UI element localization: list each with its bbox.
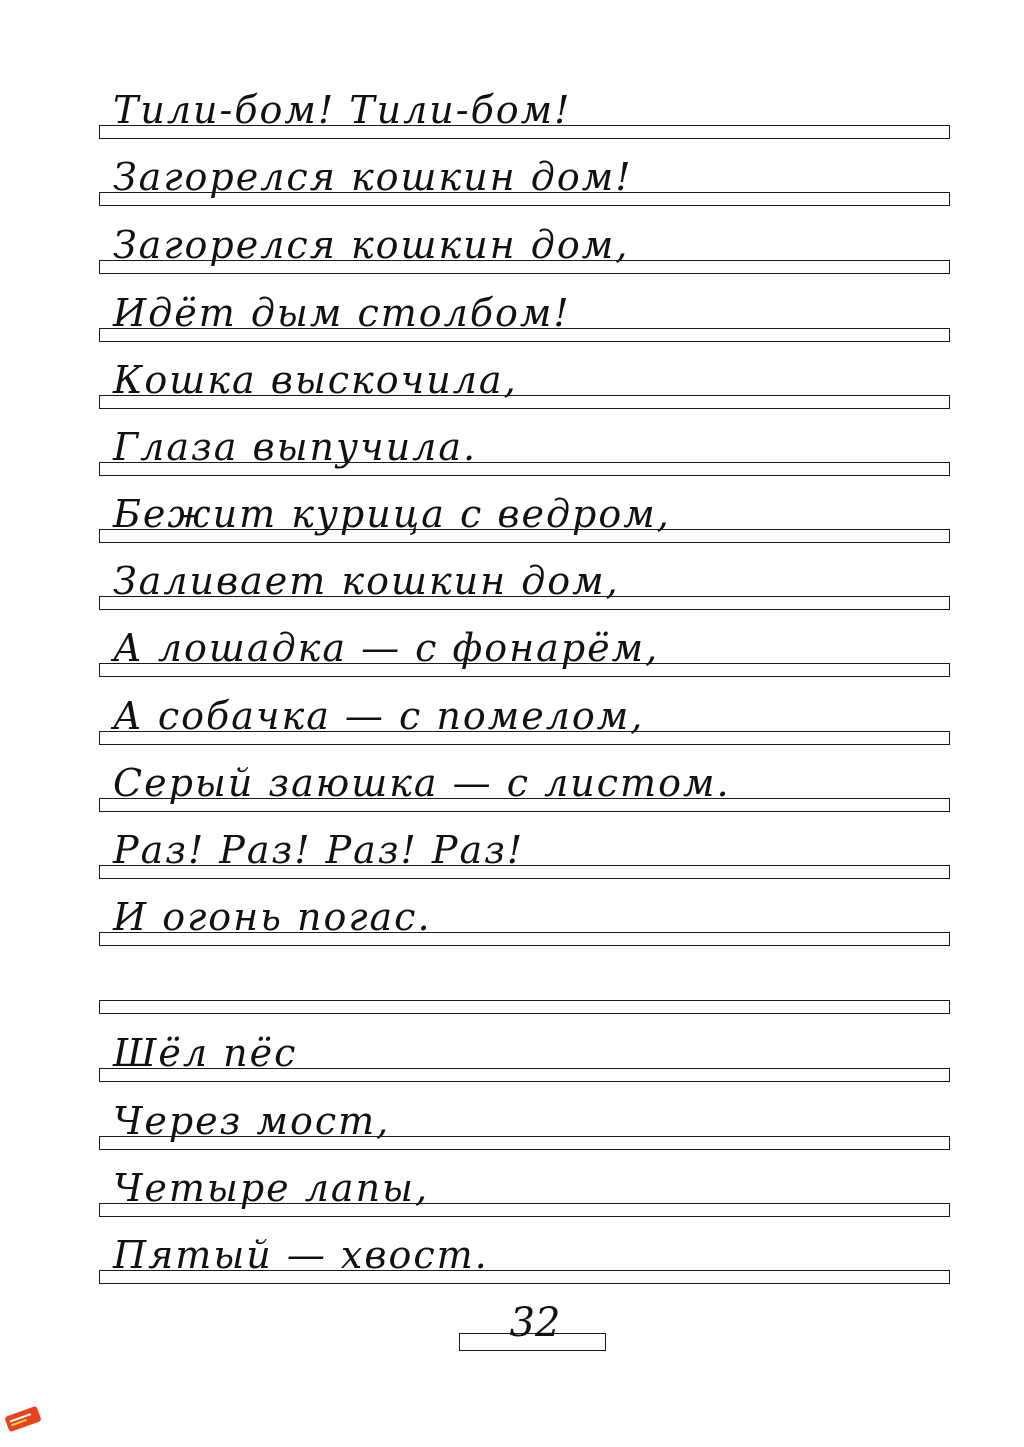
ruled-guide [99, 192, 950, 206]
ruled-guide [99, 663, 950, 677]
handwritten-line: Загорелся кошкин дом, [113, 223, 630, 267]
ruled-guide [99, 596, 950, 610]
handwritten-line: Через мост, [113, 1099, 391, 1143]
publisher-logo-icon [2, 1403, 43, 1436]
ruled-guide [99, 1068, 950, 1082]
handwritten-line: Тили-бом! Тили-бом! [113, 88, 572, 132]
page-number: 32 [509, 1300, 561, 1346]
handwritten-line: Пятый — хвост. [113, 1233, 489, 1277]
handwritten-line: И огонь погас. [113, 895, 432, 939]
handwritten-line: Бежит курица с ведром, [113, 492, 671, 536]
ruled-guide [99, 932, 950, 946]
ruled-guide [99, 1136, 950, 1150]
writing-line [99, 1086, 950, 1150]
writing-line [99, 278, 950, 342]
ruled-guide [99, 1270, 950, 1284]
writing-line [99, 75, 950, 139]
writing-line [99, 1153, 950, 1217]
writing-line [99, 546, 950, 610]
handwritten-line: Идёт дым столбом! [113, 291, 571, 335]
writing-line [99, 681, 950, 745]
blank-writing-line [99, 950, 950, 1014]
handwritten-line: Заливает кошкин дом, [113, 559, 620, 603]
ruled-guide [99, 125, 950, 139]
writing-line [99, 142, 950, 206]
handwritten-line: Кошка выскочила, [113, 358, 518, 402]
ruled-guide [99, 395, 950, 409]
writing-line [99, 1220, 950, 1284]
ruled-guide [99, 328, 950, 342]
writing-line [99, 815, 950, 879]
ruled-guide [99, 865, 950, 879]
ruled-guide [99, 731, 950, 745]
ruled-guide [99, 529, 950, 543]
ruled-guide [99, 1000, 950, 1014]
ruled-guide [99, 798, 950, 812]
writing-line [99, 479, 950, 543]
handwritten-line: Раз! Раз! Раз! Раз! [113, 828, 525, 872]
handwritten-line: Шёл пёс [113, 1031, 298, 1075]
handwritten-line: Загорелся кошкин дом! [113, 155, 633, 199]
handwritten-line: Глаза выпучила. [113, 425, 478, 469]
handwritten-line: Серый заюшка — с листом. [113, 761, 731, 805]
writing-line [99, 882, 950, 946]
writing-line [99, 412, 950, 476]
handwritten-line: А собачка — с помелом, [113, 694, 645, 738]
handwritten-line: А лошадка — с фонарём, [113, 626, 660, 670]
writing-line [99, 748, 950, 812]
ruled-guide [99, 462, 950, 476]
writing-line [99, 345, 950, 409]
ruled-guide [99, 260, 950, 274]
ruled-guide [99, 1203, 950, 1217]
writing-line [99, 613, 950, 677]
handwritten-line: Четыре лапы, [113, 1166, 430, 1210]
writing-line [99, 1018, 950, 1082]
writing-line [99, 210, 950, 274]
